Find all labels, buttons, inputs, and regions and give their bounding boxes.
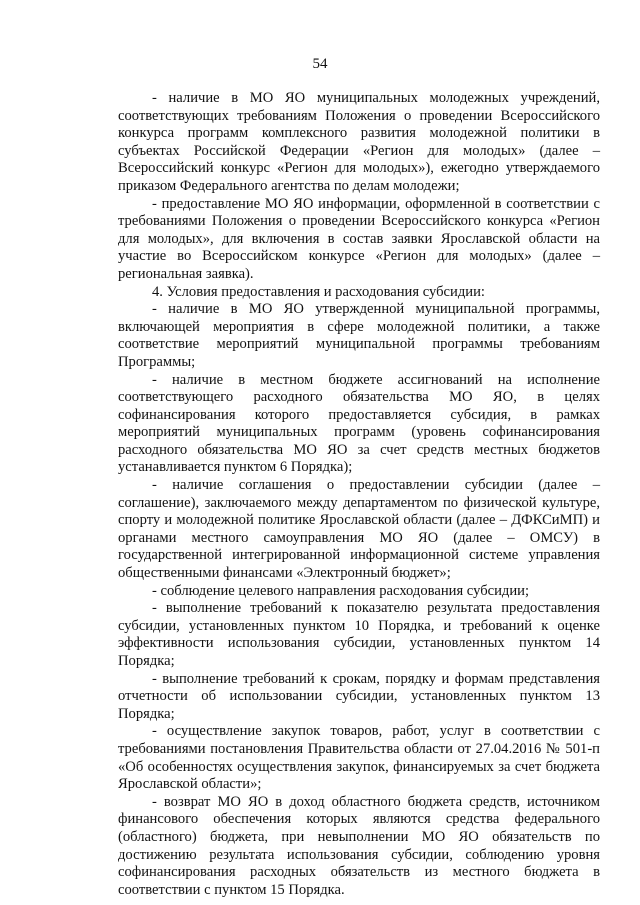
paragraph-result-indicator: - выполнение требований к показателю результата предоставления субсидии, установленных пунктом 10 Порядка, и требований к оценке эффективности использования субсидии, установленных пунктом 14 Порядка; [118, 600, 600, 669]
document-body [118, 90, 600, 899]
paragraph-subsidy-agreement: - наличие соглашения о предоставлении субсидии (далее – соглашение), заключаемого между департаментом по физической культуре, спорту и молодежной политике Ярославской области (далее – ДФКСиМП) и органами местного самоуправления МО ЯО (далее – ОМСУ) в государственной интегрированной информационной системе управления общественными финансами «Электронный бюджет»; [118, 477, 600, 582]
paragraph-procurement: - осуществление закупок товаров, работ, услуг в соответствии с требованиями постановления Правительства области от 27.04.2016 № 501-п «Об особенностях осуществления закупок, финансируемых за счет бюджета Ярославской области»; [118, 723, 600, 793]
paragraph-municipal-program: - наличие в МО ЯО утвержденной муниципальной программы, включающей мероприятия в сфере молодежной политики, а также соответствие мероприятий муниципальной программы требованиям Программы; [118, 301, 600, 370]
section-heading-conditions: 4. Условия предоставления и расходования субсидии: [152, 283, 485, 300]
paragraph-refund: - возврат МО ЯО в доход областного бюджета средств, источником финансового обеспечения которых являются средства федерального (областного) бюджета, при невыполнении МО ЯО обязательств по достижению результата использования субсидии, соблюдению уровня софинансирования расходных обязательств из местного бюджета в соответствии с пунктом 15 Порядка. [118, 793, 600, 898]
paragraph-target-use: - соблюдение целевого направления расходования субсидии; [152, 582, 530, 599]
paragraph-reporting-requirements: - выполнение требований к срокам, порядку и формам представления отчетности об использовании субсидии, установленных пунктом 13 Порядка; [118, 670, 600, 722]
paragraph-budget-allocations: - наличие в местном бюджете ассигнований на исполнение соответствующего расходного обязательства МО ЯО, в целях софинансирования которого предоставляется субсидия, в рамках мероприятий муниципальных программ (уровень софинансирования расходного обязательства МО ЯО за счет средств местных бюджетов устанавливается пунктом 6 Порядка); [118, 371, 600, 476]
paragraph-youth-institutions: - наличие в МО ЯО муниципальных молодежных учреждений, соответствующих требованиям Положения о проведении Всероссийского конкурса программ комплексного развития молодежной политики в субъектах Российской Федерации «Регион для молодых» (далее – Всероссийский конкурс «Регион для молодых»), ежегодно утверждаемого приказом Федерального агентства по делам молодежи; [118, 90, 600, 194]
page-number: 54 [312, 56, 328, 72]
paragraph-regional-application: - предоставление МО ЯО информации, оформленной в соответствии с требованиями Положения о проведении Всероссийского конкурса «Регион для молодых», для включения в состав заявки Ярославской области на участие во Всероссийском конкурсе «Регион для молодых» (далее – региональная заявка). [118, 195, 600, 282]
